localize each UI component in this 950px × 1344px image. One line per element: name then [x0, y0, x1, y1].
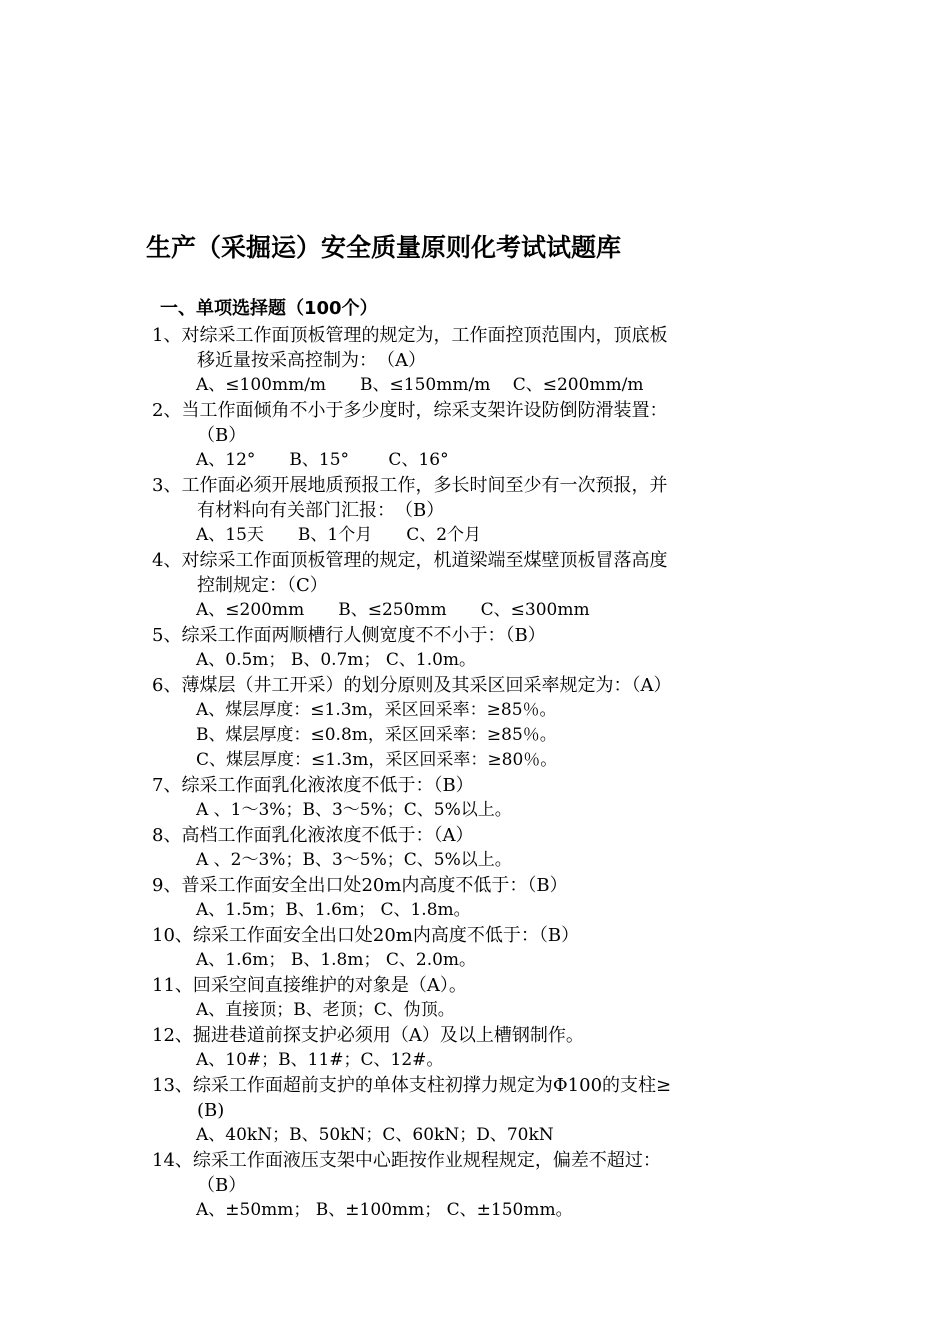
answer-options: A、1.6m； B、1.8m； C、2.0m。: [196, 950, 477, 970]
answer-options: A、1.5m；B、1.6m； C、1.8m。: [196, 900, 471, 920]
answer-options: A、40kN；B、50kN；C、60kN；D、70kN: [196, 1125, 554, 1145]
question-continuation: (B): [197, 1100, 225, 1121]
answer-options: B、煤层厚度：≤0.8m，采区回采率：≥85％。: [196, 725, 557, 745]
question-continuation: （B）: [197, 1175, 247, 1196]
answer-options: C、煤层厚度：≤1.3m，采区回采率：≥80％。: [196, 750, 558, 770]
question-continuation: （B）: [197, 425, 247, 446]
question-text: 6、薄煤层（井工开采）的划分原则及其采区回采率规定为：（A）: [152, 675, 672, 696]
question-text: 12、掘进巷道前探支护必须用（A）及以上槽钢制作。: [152, 1025, 584, 1046]
question-continuation: 控制规定：（C）: [197, 575, 328, 596]
question-continuation: 有材料向有关部门汇报： （B）: [197, 500, 445, 521]
question-text: 14、综采工作面液压支架中心距按作业规程规定，偏差不超过：: [152, 1150, 661, 1171]
question-text: 1、对综采工作面顶板管理的规定为，工作面控顶范围内，顶底板: [152, 325, 668, 346]
answer-options: A、≤200mm B、≤250mm C、≤300mm: [196, 600, 590, 620]
question-text: 13、综采工作面超前支护的单体支柱初撑力规定为Φ100的支柱≥: [152, 1075, 672, 1096]
document-title: 生产（采掘运）安全质量原则化考试试题库: [146, 233, 622, 262]
answer-options: A、煤层厚度：≤1.3m，采区回采率：≥85％。: [196, 700, 557, 720]
answer-options: A、15天 B、1个月 C、2个月: [196, 525, 482, 545]
question-text: 9、普采工作面安全出口处20m内高度不低于：（B）: [152, 875, 568, 896]
question-text: 5、综采工作面两顺槽行人侧宽度不不小于：（B）: [152, 625, 546, 646]
question-text: 11、回采空间直接维护的对象是（A）。: [152, 975, 467, 996]
answer-options: A、10#；B、11#；C、12#。: [196, 1050, 444, 1070]
answer-options: A 、2～3%；B、3～5%；C、5%以上。: [196, 850, 512, 870]
question-text: 7、综采工作面乳化液浓度不低于：（B）: [152, 775, 474, 796]
question-text: 10、综采工作面安全出口处20m内高度不低于：（B）: [152, 925, 580, 946]
answer-options: A、±50mm； B、±100mm； C、±150mm。: [196, 1200, 573, 1220]
question-list: [152, 323, 822, 1223]
question-continuation: 移近量按采高控制为： （A）: [197, 350, 426, 371]
answer-options: A、12° B、15° C、16°: [196, 450, 449, 470]
answer-options: A、0.5m； B、0.7m； C、1.0m。: [196, 650, 477, 670]
section-heading: 一、单项选择题（100个）: [160, 298, 378, 319]
answer-options: A 、1～3%；B、3～5%；C、5%以上。: [196, 800, 512, 820]
answer-options: A、≤100mm/m B、≤150mm/m C、≤200mm/m: [196, 375, 644, 395]
question-text: 3、工作面必须开展地质预报工作，多长时间至少有一次预报，并: [152, 475, 668, 496]
answer-options: A、直接顶；B、老顶；C、伪顶。: [196, 1000, 455, 1020]
question-text: 4、对综采工作面顶板管理的规定，机道梁端至煤壁顶板冒落高度: [152, 550, 668, 571]
question-text: 8、高档工作面乳化液浓度不低于：（A）: [152, 825, 474, 846]
question-text: 2、当工作面倾角不小于多少度时，综采支架许设防倒防滑装置：: [152, 400, 668, 421]
